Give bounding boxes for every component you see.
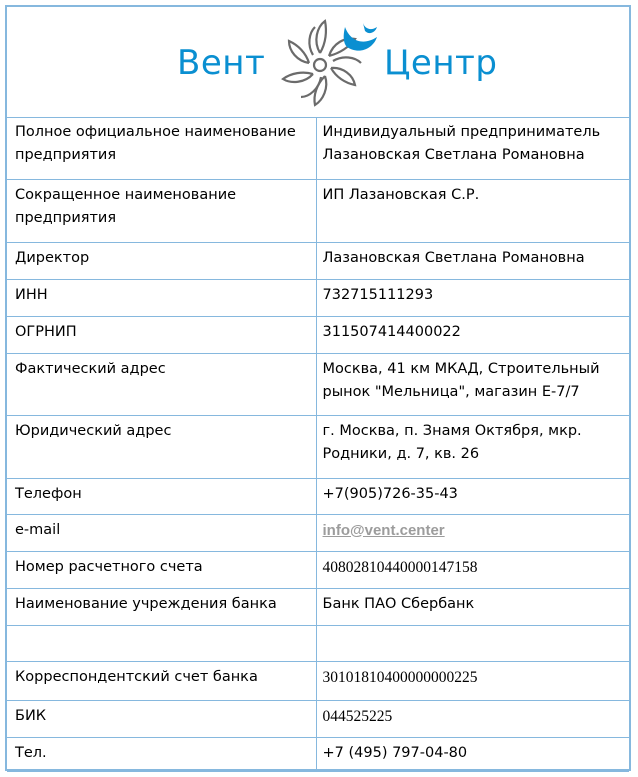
label-cell: Наименование учреждения банка — [7, 588, 316, 625]
value-cell: 311507414400022 — [316, 316, 629, 353]
label-cell: ИНН — [7, 279, 316, 316]
table-row — [7, 415, 629, 478]
value-cell: +7(905)726-35-43 — [316, 478, 629, 514]
table-row — [7, 478, 629, 514]
logo-header — [7, 7, 629, 118]
value-cell: ИП Лазановская С.Р. — [316, 179, 629, 242]
company-details-card — [5, 5, 631, 771]
label-cell: Номер расчетного счета — [7, 551, 316, 588]
value-cell: Индивидуальный предприниматель Лазановская Светлана Романовна — [316, 117, 629, 179]
table-row — [7, 179, 629, 242]
table-row — [7, 117, 629, 179]
email-cell — [316, 514, 629, 551]
logo-word-vent: Вент — [177, 43, 266, 83]
label-cell: Телефон — [7, 478, 316, 514]
label-cell — [7, 625, 316, 661]
value-cell: Банк ПАО Сбербанк — [316, 588, 629, 625]
label-cell: Фактический адрес — [7, 353, 316, 415]
label-cell: БИК — [7, 700, 316, 737]
value-cell — [316, 625, 629, 661]
label-cell: ОГРНИП — [7, 316, 316, 353]
fan-swirl-logo-icon — [273, 13, 383, 113]
table-row — [7, 242, 629, 279]
table-row — [7, 737, 629, 771]
value-cell: +7 (495) 797-04-80 — [316, 737, 629, 771]
email-link[interactable]: info@vent.center — [322, 521, 445, 539]
details-table — [7, 117, 629, 772]
table-row — [7, 279, 629, 316]
table-row — [7, 661, 629, 700]
table-row — [7, 551, 629, 588]
label-cell: e-mail — [7, 514, 316, 551]
label-cell: Тел. — [7, 737, 316, 771]
value-cell: 30101810400000000225 — [316, 661, 629, 700]
label-cell: Директор — [7, 242, 316, 279]
value-cell: Лазановская Светлана Романовна — [316, 242, 629, 279]
value-cell: г. Москва, п. Знамя Октября, мкр. Родники, д. 7, кв. 26 — [316, 415, 629, 478]
label-cell: Сокращенное наименование предприятия — [7, 179, 316, 242]
table-row — [7, 316, 629, 353]
value-cell: 044525225 — [316, 700, 629, 737]
table-row — [7, 353, 629, 415]
value-cell: Москва, 41 км МКАД, Строительный рынок "Мельница", магазин Е-7/7 — [316, 353, 629, 415]
label-cell: Юридический адрес — [7, 415, 316, 478]
table-row — [7, 514, 629, 551]
label-cell: Полное официальное наименование предприятия — [7, 117, 316, 179]
label-cell: Корреспондентский счет банка — [7, 661, 316, 700]
logo-word-centr: Центр — [384, 43, 498, 83]
table-row — [7, 700, 629, 737]
value-cell: 732715111293 — [316, 279, 629, 316]
table-row — [7, 588, 629, 625]
value-cell: 40802810440000147158 — [316, 551, 629, 588]
table-row — [7, 625, 629, 661]
